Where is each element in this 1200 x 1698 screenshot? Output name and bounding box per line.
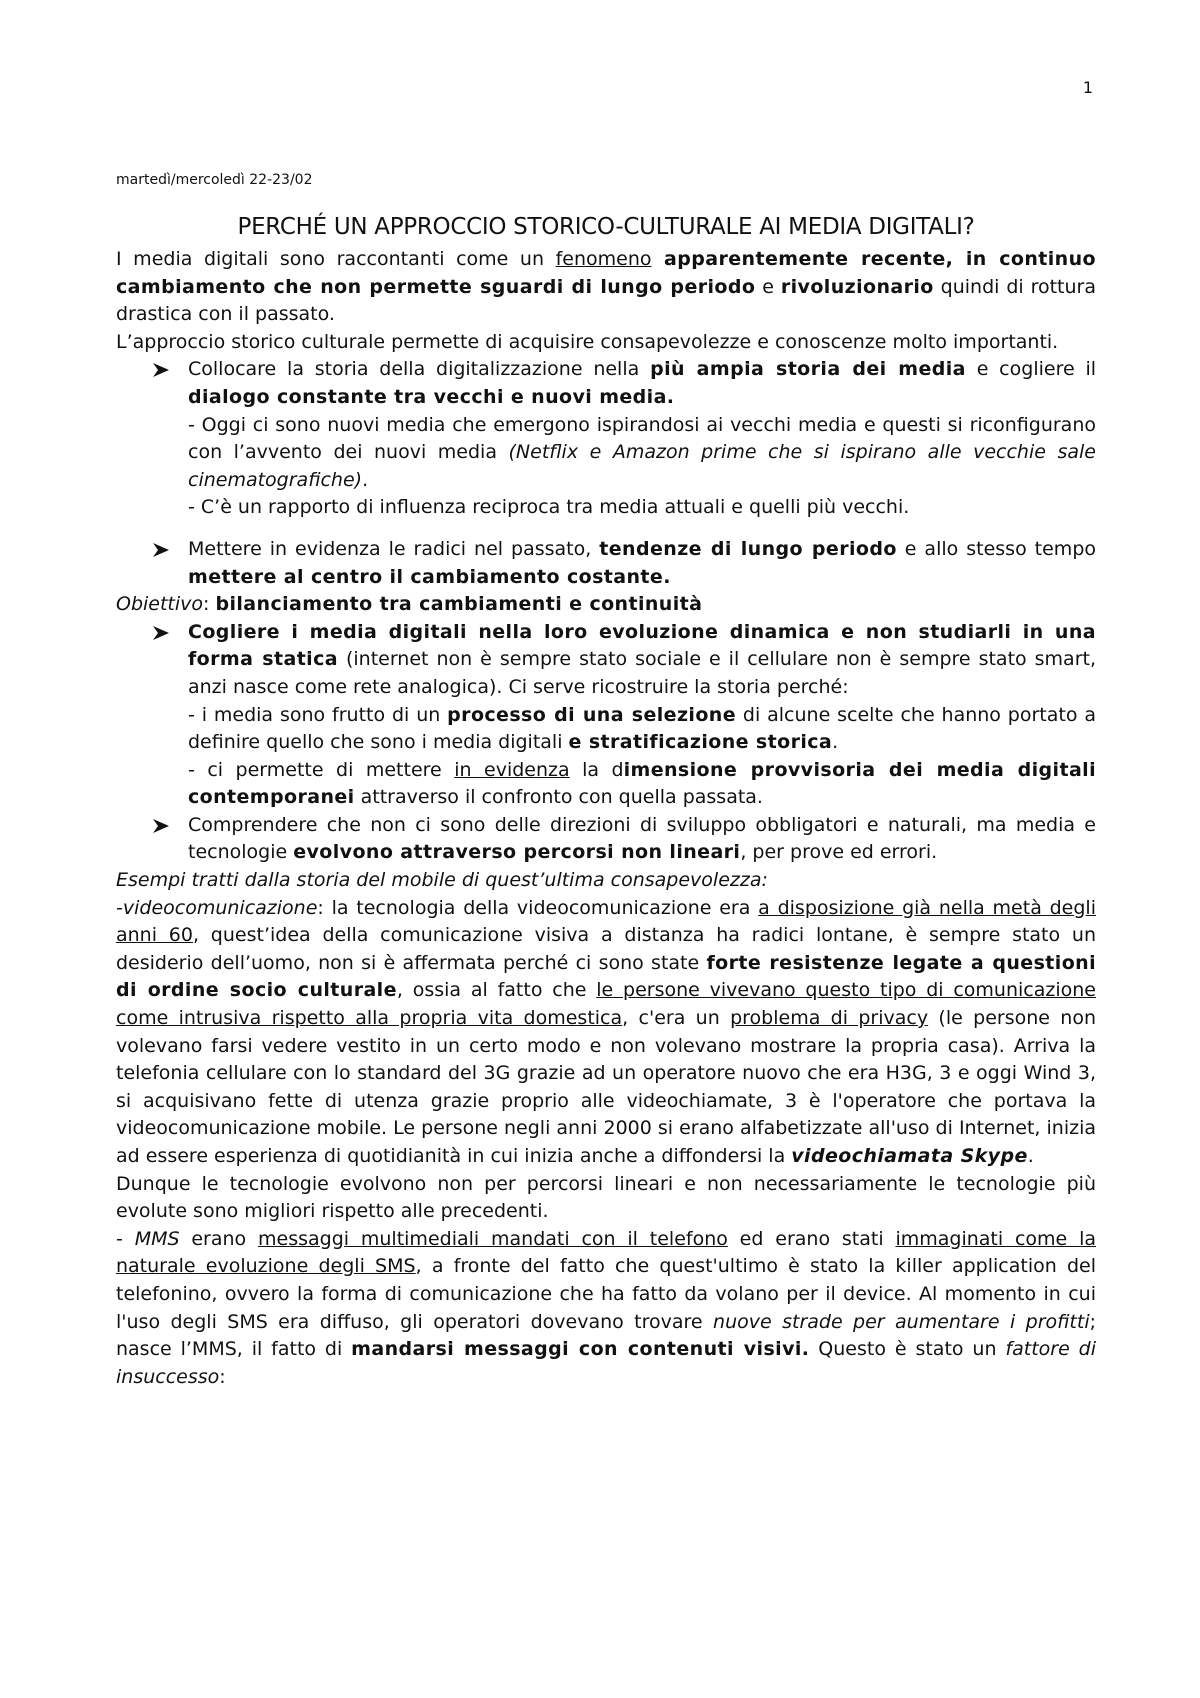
arrowhead-bullet-icon <box>152 542 170 558</box>
list-item: Collocare la storia della digitalizzazione nella più ampia storia dei media e cogliere il dialogo constante tra vecchi e nuovi media. - Oggi ci sono nuovi media che emergono ispirandosi ai vecchi media e questi si riconfigurano con l’avvento dei nuovi media (Netflix e Amazon prime che si ispirano alle vecchie sale cinematografiche). - C’è un rapporto di influenza reciproca tra media attuali e quelli più vecchi. <box>116 356 1096 522</box>
mms-paragraph: - MMS erano messaggi multimediali mandati con il telefono ed erano stati immaginati come la naturale evoluzione degli SMS, a fronte del fatto che quest'ultimo è stato la killer application del telefonino, ovvero la forma di comunicazione che ha fatto da volano per il device. Al momento in cui l'uso degli SMS era diffuso, gli operatori dovevano trovare nuove strade per aumentare i profitti; nasce l’MMS, il fatto di mandarsi messaggi con contenuti visivi. Questo è stato un fattore di insuccesso: <box>116 1227 1097 1388</box>
document-body <box>116 246 1096 1391</box>
list-item: Mettere in evidenza le radici nel passato, tendenze di lungo periodo e allo stesso tempo mettere al centro il cambiamento costante. <box>116 536 1096 591</box>
arrowhead-bullet-icon <box>152 362 170 378</box>
examples-heading: Esempi tratti dalla storia del mobile di quest’ultima consapevolezza: <box>116 869 768 892</box>
page-number: 1 <box>1082 78 1093 97</box>
objective-line: Obiettivo: bilanciamento tra cambiamenti e continuità <box>116 593 703 616</box>
arrowhead-bullet-icon <box>152 625 170 641</box>
list-item: Cogliere i media digitali nella loro evoluzione dinamica e non studiarli in una forma statica (internet non è sempre stato sociale e il cellulare non è sempre stato smart, anzi nasce come rete analogica). Ci serve ricostruire la storia perché: - i media sono frutto di un processo di una selezione di alcune scelte che hanno portato a definire quello che sono i media digitali e stratificazione storica. - ci permette di mettere in evidenza la dimensione provvisoria dei media digitali contemporanei attraverso il confronto con quella passata. <box>116 619 1096 812</box>
list-item: Comprendere che non ci sono delle direzioni di sviluppo obbligatori e naturali, ma media e tecnologie evolvono attraverso percorsi non lineari, per prove ed errori. <box>116 812 1096 867</box>
arrowhead-bullet-icon <box>152 818 170 834</box>
lecture-date: martedì/mercoledì 22-23/02 <box>116 172 313 188</box>
videocommunication-paragraph: -videocomunicazione: la tecnologia della videocomunicazione era a disposizione già nella metà degli anni 60, quest’idea della comunicazione visiva a distanza ha radici lontane, è sempre stato un desiderio dell’uomo, non si è affermata perché ci sono state forte resistenze legate a questioni di ordine socio culturale, ossia al fatto che le persone vivevano questo tipo di comunicazione come intrusiva rispetto alla propria vita domestica, c'era un problema di privacy (le persone non volevano farsi vedere vestito in un certo modo e non volevano mostrare la propria casa). Arriva la telefonia cellulare con lo standard del 3G grazie ad un operatore nuovo che era H3G, 3 e oggi Wind 3, si acquisivano fette di utenza grazie proprio alle videochiamate, 3 è l'operatore che portava la videocomunicazione mobile. Le persone negli anni 2000 si erano alfabetizzate all'uso di Internet, inizia ad essere esperienza di quotidianità in cui inizia anche a diffondersi la videochiamata Skype. <box>116 896 1096 1167</box>
intro-paragraph: I media digitali sono raccontanti come un fenomeno apparentemente recente, in continuo cambiamento che non permette sguardi di lungo periodo e rivoluzionario quindi di rottura drastica con il passato. <box>116 248 1096 326</box>
page-title: PERCHÉ UN APPROCCIO STORICO-CULTURALE AI MEDIA DIGITALI? <box>237 214 975 240</box>
conclusion-paragraph: Dunque le tecnologie evolvono non per percorsi lineari e non necessariamente le tecnologie più evolute sono migliori rispetto alle precedenti. <box>116 1172 1096 1223</box>
approach-paragraph: L’approccio storico culturale permette di acquisire consapevolezze e conoscenze molto importanti. <box>116 330 1059 353</box>
